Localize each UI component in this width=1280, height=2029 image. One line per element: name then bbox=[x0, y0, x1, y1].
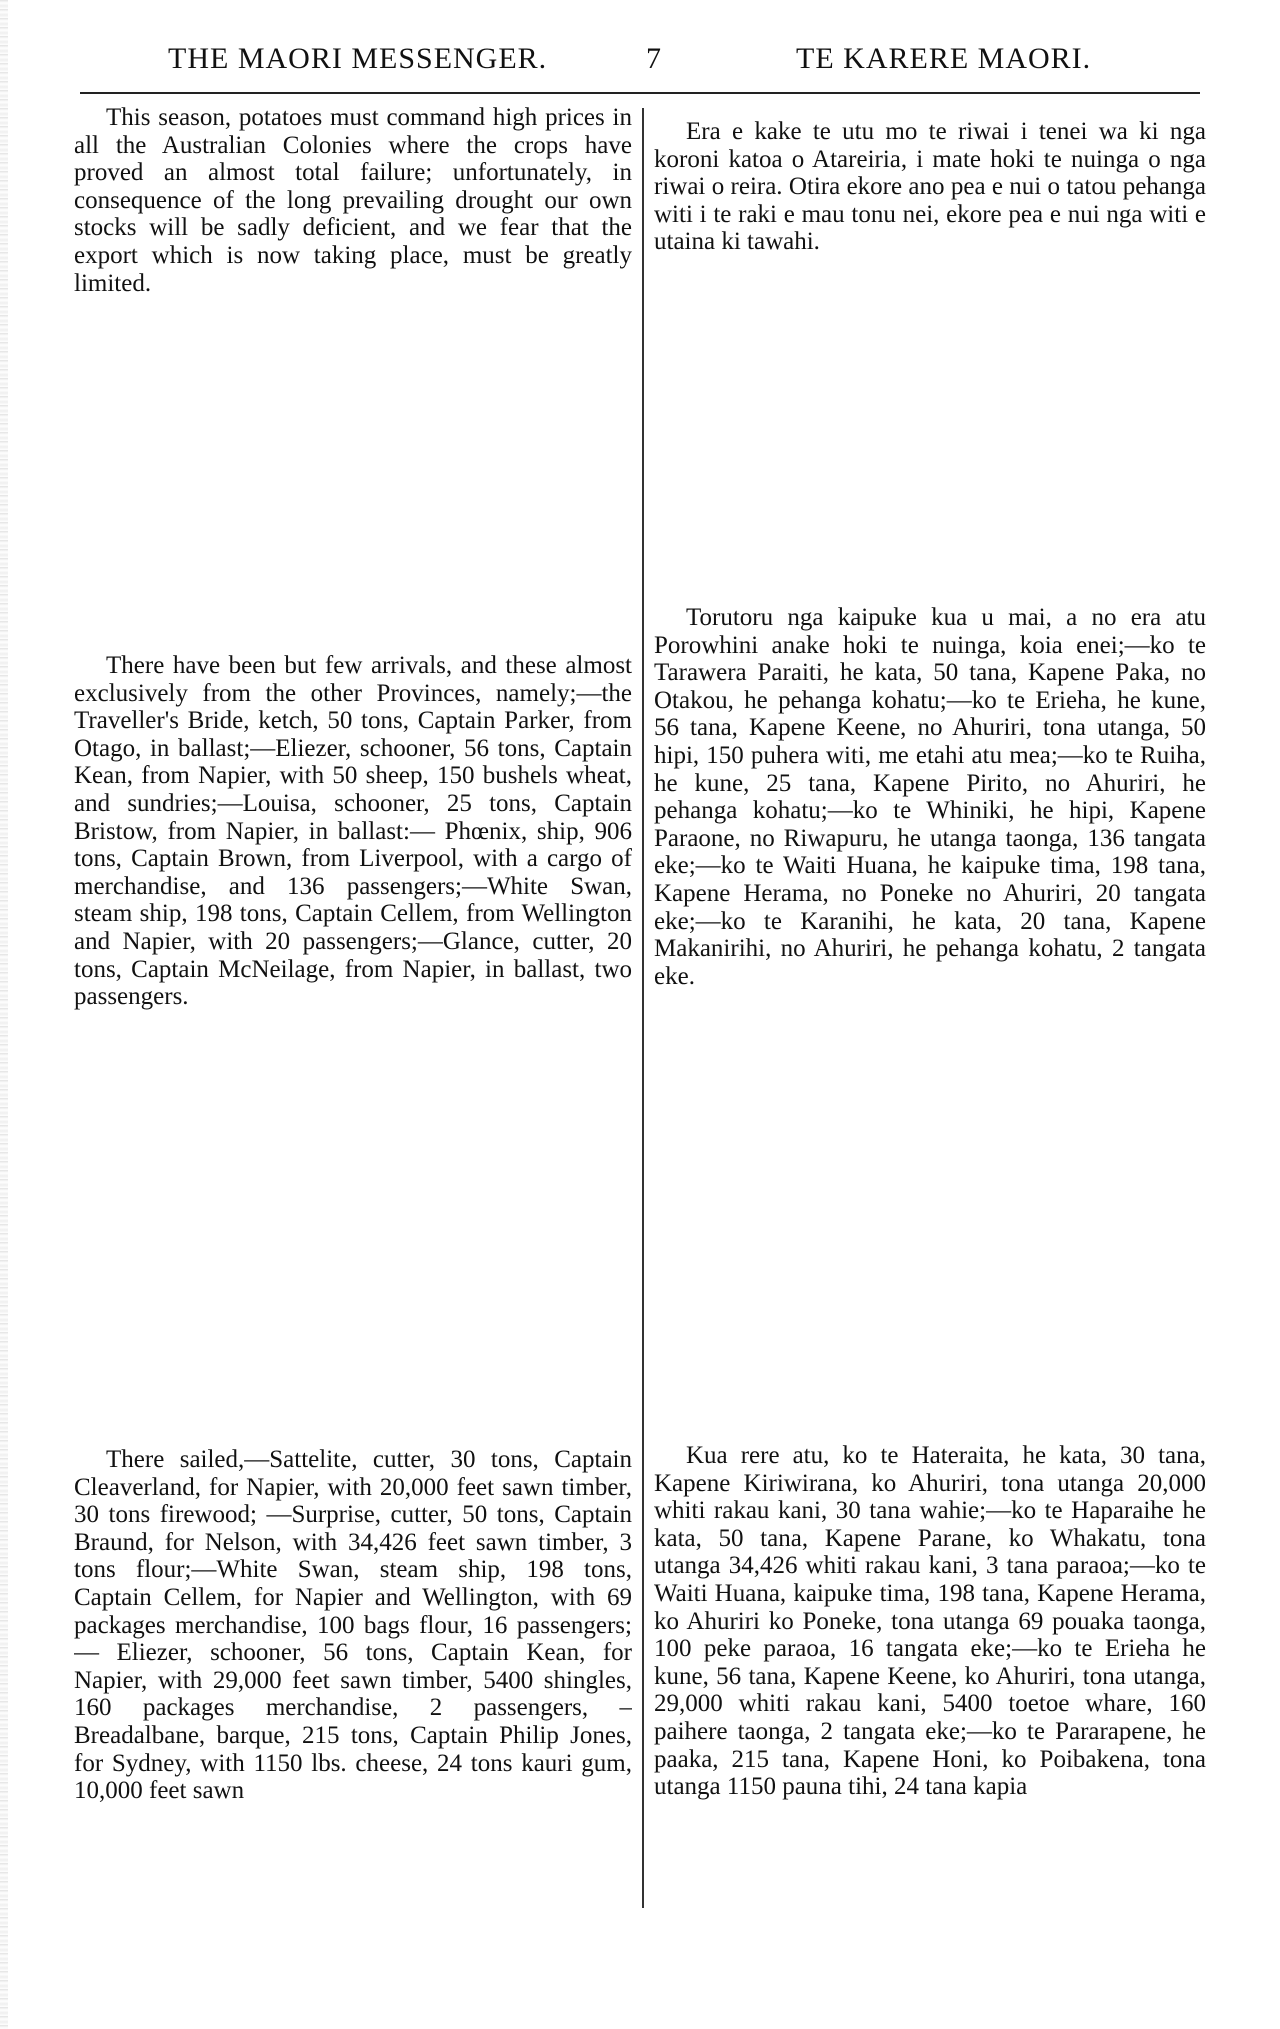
header-maori-title: TE KARERE MAORI. bbox=[796, 42, 1092, 75]
english-sailings-paragraph bbox=[74, 1446, 632, 1912]
page-number: 7 bbox=[646, 42, 662, 75]
header-rule bbox=[80, 92, 1200, 94]
english-arrivals-text: There have been but few arrivals, and these almost exclusively from the other Provinces, namely;—the Traveller's Bride, ketch, 50 tons, Captain Parker, from Otago, in ballast;—Eliezer, schooner, 56 tons, Captain Kean, from Napier, with 50 sheep, 150 bushels wheat, and sundries;—Louisa, schooner, 25 tons, Captain Bristow, from Napier, in ballast:— Phœnix, ship, 906 tons, Captain Brown, from Liverpool, with a cargo of merchandise, and 136 passengers;—White Swan, steam ship, 198 tons, Captain Cellem, from Wellington and Napier, with 20 passengers;—Glance, cutter, 20 tons, Captain McNeilage, from Napier, in ballast, two passengers. bbox=[74, 652, 632, 1011]
maori-potatoes-text: Era e kake te utu mo te riwai i tenei wa ki nga koroni katoa o Atareiria, i mate hoki te nuinga o nga riwai o reira. Otira ekore ano pea e nui o tatou pehanga witi i te raki e mau tonu nei, ekore pea e nui nga witi e utaina ki tawahi. bbox=[654, 118, 1206, 256]
maori-sailings-text: Kua rere atu, ko te Hateraita, he kata, 30 tana, Kapene Kiriwirana, ko Ahuriri, tona utanga 20,000 whiti rakau kani, 30 tana wahie;—ko te Haparaihe he kata, 50 tana, Kapene Parane, ko Whakatu, tona utanga 34,426 whiti rakau kani, 3 tana paraoa;—ko te Waiti Huana, kaipuke tima, 198 tana, Kapene Herama, ko Ahuriri ko Poneke, tona utanga 69 pouaka taonga, 100 peke paraoa, 16 tangata eke;—ko te Erieha he kune, 56 tana, Kapene Keene, ko Ahuriri, tona utanga, 29,000 whiti rakau kani, 5400 toetoe whare, 160 paihere taonga, 2 tangata eke;—ko te Pararapene, he paaka, 215 tana, Kapene Honi, ko Poibakena, tona utanga 1150 pauna tihi, 24 tana kapia bbox=[654, 1442, 1206, 1801]
page-header bbox=[0, 42, 1280, 82]
english-potatoes-text: This season, potatoes must command high prices in all the Australian Colonies where the crops have proved an almost total failure; unfortunately, in consequence of the long prevailing drought our own stocks will be sadly deficient, and we fear that the export which is now taking place, must be greatly limited. bbox=[74, 104, 632, 297]
maori-arrivals-text: Torutoru nga kaipuke kua u mai, a no era atu Porowhini anake hoki te nuinga, koia enei;—ko te Tarawera Paraiti, he kata, 50 tana, Kapene Paka, no Otakou, he pehanga kohatu;—ko te Erieha, he kune, 56 tana, Kapene Keene, no Ahuriri, tona utanga, 50 hipi, 150 puhera witi, me etahi atu mea;—ko te Ruiha, he kune, 25 tana, Kapene Pirito, no Ahuriri, he pehanga kohatu;—ko te Whiniki, he hipi, Kapene Paraone, no Riwapuru, he utanga taonga, 136 tangata eke;—ko te Waiti Huana, he kaipuke tima, 198 tana, Kapene Herama, no Poneke no Ahuriri, 20 tangata eke;—ko te Karanihi, he kata, 20 tana, Kapene Makanirihi, no Ahuriri, he pehanga kohatu, 2 tangata eke. bbox=[654, 604, 1206, 990]
maori-potatoes-paragraph bbox=[654, 118, 1206, 256]
scan-edge bbox=[0, 0, 8, 2029]
maori-sailings-paragraph bbox=[654, 1442, 1206, 1908]
maori-arrivals-paragraph bbox=[654, 604, 1206, 990]
header-english-title: THE MAORI MESSENGER. bbox=[168, 42, 548, 75]
column-divider bbox=[642, 108, 644, 1908]
english-potatoes-paragraph bbox=[74, 104, 632, 297]
english-sailings-text: There sailed,—Sattelite, cutter, 30 tons, Captain Cleaverland, for Napier, with 20,000 feet sawn timber, 30 tons firewood; —Surprise, cutter, 50 tons, Captain Braund, for Nelson, with 34,426 feet sawn timber, 3 tons flour;—White Swan, steam ship, 198 tons, Captain Cellem, for Napier and Wellington, with 69 packages merchandise, 100 bags flour, 16 passengers;— Eliezer, schooner, 56 tons, Captain Kean, for Napier, with 29,000 feet sawn timber, 5400 shingles, 160 packages merchandise, 2 passengers, – Breadalbane, barque, 215 tons, Captain Philip Jones, for Sydney, with 1150 lbs. cheese, 24 tons kauri gum, 10,000 feet sawn bbox=[74, 1446, 632, 1805]
english-arrivals-paragraph bbox=[74, 652, 632, 1011]
